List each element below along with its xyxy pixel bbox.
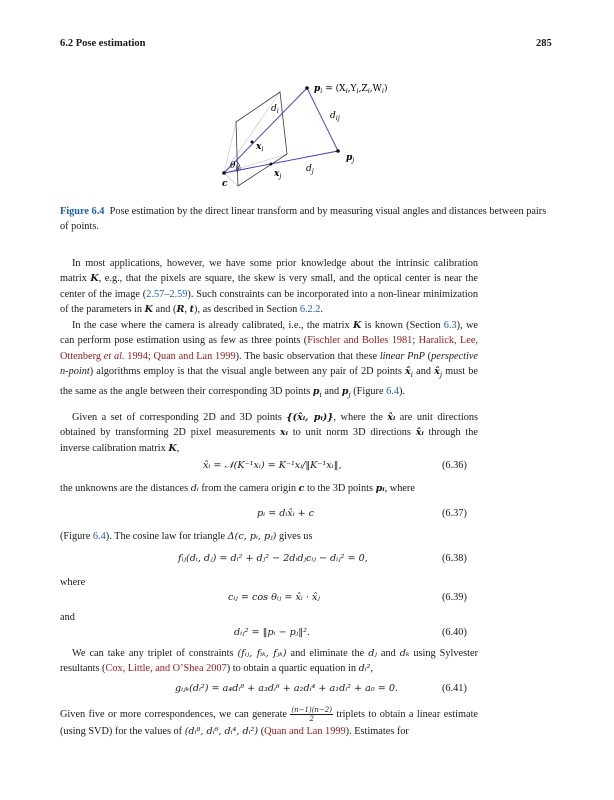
- equation-number-6-40: (6.40): [442, 627, 467, 638]
- equation-number-6-39: (6.39): [442, 592, 467, 603]
- section-reference[interactable]: 6.2.2: [299, 304, 321, 316]
- label-xj: $x_j$: [274, 169, 282, 180]
- label-c: c: [222, 179, 228, 189]
- equation-6-37: pᵢ = dᵢx̂ᵢ + c: [257, 508, 315, 519]
- figure-caption: [60, 205, 554, 234]
- label-di: $d_i$: [271, 104, 279, 115]
- citation-quan-lan[interactable]: Quan and Lan 1999: [264, 726, 346, 738]
- fraction-triplet-count: $\frac{(n-1)(n-2)}{2}$: [291, 706, 332, 724]
- paragraph-unit-directions: Given a set of corresponding 2D and 3D points {(x̂ᵢ, pᵢ)}, where the x̂ᵢ are unit directions obtained by transforming 2D pixel measurements xᵢ to unit norm 3D directions x̂ᵢ through the inverse calibration matrix K,: [60, 412, 478, 454]
- paragraph-unknown-distances: the unknowns are the distances dᵢ from the camera origin c to the 3D points pᵢ, where: [60, 483, 415, 494]
- label-xi: $x_i$: [256, 142, 264, 153]
- figure-reference[interactable]: 6.4: [386, 385, 399, 397]
- point-c: [222, 171, 226, 175]
- point-pj: [336, 149, 340, 153]
- ray-c-to-pj: [224, 151, 338, 173]
- equation-number-6-41: (6.41): [442, 683, 467, 694]
- equation-6-39: cᵢⱼ = cos θᵢⱼ = x̂ᵢ · x̂ⱼ: [228, 592, 320, 603]
- caption-text: Pose estimation by the direct linear transform and by measuring visual angles and distances between pairs of points.: [60, 206, 547, 232]
- point-xj: [270, 163, 273, 166]
- paragraph-cosine-law: (Figure 6.4). The cosine law for triangle Δ(c, pᵢ, pⱼ) gives us: [60, 531, 313, 542]
- citation-fischler-bolles[interactable]: Fischler and Bolles 1981: [307, 335, 413, 347]
- label-dj: $d_j$: [306, 164, 314, 175]
- label-pj: $p_j$: [346, 153, 355, 164]
- equation-6-40: dᵢⱼ² = ‖pᵢ − pⱼ‖².: [234, 627, 310, 638]
- section-reference[interactable]: 6.3: [443, 320, 457, 331]
- equation-6-38: fᵢⱼ(dᵢ, dⱼ) = dᵢ² + dⱼ² − 2dᵢdⱼcᵢⱼ − dᵢⱼ² = 0,: [178, 553, 368, 564]
- label-theta-ij: $\theta_{ij}$: [230, 161, 240, 172]
- equation-number-6-37: (6.37): [442, 508, 467, 519]
- equation-reference[interactable]: 2.57–2.59: [146, 288, 188, 300]
- point-xi: [251, 141, 254, 144]
- equation-number-6-36: (6.36): [442, 460, 467, 471]
- word-and: and: [60, 612, 75, 623]
- equation-6-36: x̂ᵢ = 𝒩(K⁻¹xᵢ) = K⁻¹xᵢ/‖K⁻¹xᵢ‖,: [203, 460, 342, 471]
- page-number: 285: [536, 38, 552, 49]
- citation-haralick[interactable]: Haralick, Lee, Ottenberg et al. 1994: [60, 335, 478, 362]
- running-header-section: 6.2 Pose estimation: [60, 38, 146, 49]
- citation-quan-lan[interactable]: Quan and Lan 1999: [153, 350, 236, 362]
- citation-cox-little-oshea[interactable]: Cox, Little, and O’Shea 2007: [105, 663, 227, 675]
- paragraph-sylvester-resultants: We can take any triplet of constraints (fᵢⱼ, fᵢₖ, fⱼₖ) and eliminate the dⱼ and dₖ using Sylvester resultants (Cox, Little, and O’Shea 2007) to obtain a quartic equation in dᵢ²,: [60, 648, 479, 675]
- word-where: where: [60, 577, 86, 588]
- figure-label: Figure 6.4: [60, 206, 105, 217]
- equation-6-41: gᵢⱼₖ(dᵢ²) = a₄dᵢ⁸ + a₃dᵢ⁶ + a₂dᵢ⁴ + a₁dᵢ² + a₀ = 0.: [175, 683, 398, 694]
- point-pi: [305, 86, 309, 90]
- paragraph-calibrated-camera: In the case where the camera is already calibrated, i.e., the matrix K is known (Section 6.3), we can perform pose estimation using as few as three points (Fischler and Bolles 1981; Haralick, Lee, Ottenberg et al. 1994; Quan and Lan 1999). The basic observation that these linear PnP (perspective n-point) algorithms employ is that the visual angle between any pair of 2D points $x̂_i$ and $x̂_j$ must be the same as the angle between their corresponding 3D points $p_i$ and $p_j$ (Figure 6.4).: [60, 320, 479, 399]
- pose-estimation-diagram: [180, 70, 440, 200]
- paragraph-intrinsic-calibration: In most applications, however, we have some prior knowledge about the intrinsic calibration matrix K, e.g., that the pixels are square, the skew is very small, and the optical center is near the center of the image (2.57–2.59). Such constraints can be incorporated into a non-linear minimization of the parameters in K and (R, t), as described in Section 6.2.2.: [60, 258, 478, 316]
- paragraph-linear-estimate: Given five or more correspondences, we can generate $\frac{(n-1)(n-2)}{2}$ triplets to obtain a linear estimate (using SVD) for the values of (dᵢ⁸, dᵢ⁶, dᵢ⁴, dᵢ²) (Quan and Lan 1999). Estimates for: [60, 706, 479, 738]
- figure-reference[interactable]: 6.4: [92, 531, 106, 542]
- equation-number-6-38: (6.38): [442, 553, 467, 564]
- label-pi-coords: $p_i = (X_i,Y_i,Z_i,W_i)$: [314, 84, 388, 95]
- label-dij: $d_{ij}$: [330, 111, 340, 122]
